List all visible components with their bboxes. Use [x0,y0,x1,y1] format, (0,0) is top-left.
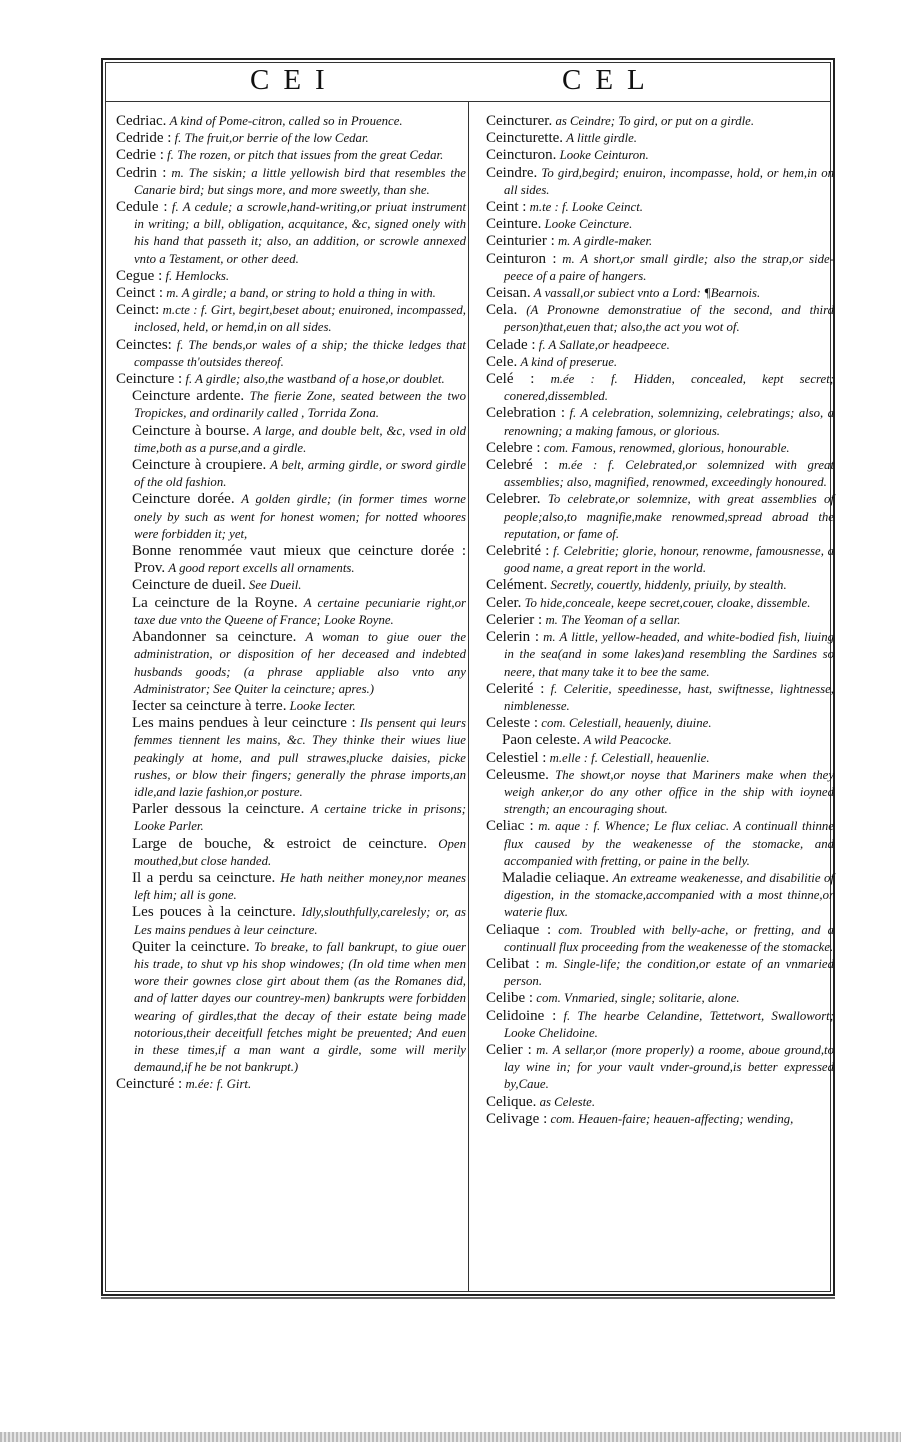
entry-headword: Celeste : [486,715,539,732]
entry-definition: com. Celestiall, heauenly, diuine. [541,716,712,731]
entry-definition: f. A girdle; also,the wastband of a hose,or doublet. [185,372,445,387]
dictionary-entry [116,285,466,302]
dictionary-entry [486,922,834,956]
entry-headword: Maladie celiaque. [502,869,609,886]
entry-headword: Celebre : [486,439,541,456]
dictionary-entry [116,870,466,904]
dictionary-entry [116,595,466,629]
entry-headword: Ceinturier : [486,233,555,250]
dictionary-entry [116,457,466,491]
entry-headword: Celivage : [486,1110,548,1127]
dictionary-entry [486,233,834,250]
dictionary-entry [486,199,834,216]
entry-definition: as Celeste. [539,1094,596,1109]
entry-definition: Looke Ceinturon. [559,148,649,163]
entry-definition: The showt,or noyse that Mariners make when they weigh anker,or do any other office in the ship with ioyned strength; an encouraging shout. [504,767,834,817]
dictionary-entry [486,405,834,439]
entry-definition: A vassall,or subiect vnto a Lord: ¶Bearnois. [533,286,761,301]
entry-definition: f. A Sallate,or headpeece. [538,337,670,352]
entry-definition: m. The Yeoman of a sellar. [545,612,681,627]
entry-definition: A certaine pecuniarie right,or taxe due vnto the Queene of France; Looke Royne. [134,595,466,627]
entry-headword: Celerité : [486,680,545,697]
dictionary-entry [486,165,834,199]
entry-headword: Paon celeste. [502,732,581,749]
dictionary-entry [116,836,466,870]
entry-definition: com. Famous, renowmed, glorious, honourable. [543,440,790,455]
dictionary-entry [486,371,834,405]
entry-definition: m. aque : f. Whence; Le flux celiac. A continuall thinne flux caused by the weakenesse of the stomacke, and accompanied with fretting, or paine in the belly. [504,819,834,868]
dictionary-entry [486,629,834,681]
dictionary-entry [486,681,834,715]
entry-headword: Celique. [486,1093,537,1110]
entry-definition: A certaine tricke in prisons; Looke Parler. [134,802,466,834]
entry-definition: f. The fruit,or berrie of the low Cedar. [174,131,369,146]
entry-headword: Ceisan. [486,285,531,302]
entry-definition: as Ceindre; To gird, or put on a girdle. [555,114,755,128]
entry-definition: A good report excells all ornaments. [168,561,355,576]
entry-definition: m.ée : f. Celebrated,or solemnized with great assemblies; also, magnified, renowmed, exceedingly honoured. [504,458,835,490]
entry-definition: To gird,begird; enuiron, incompasse, hold, or hem,in on all sides. [504,165,834,197]
dictionary-entry [486,543,834,577]
entry-headword: Large de bouche, & estroict de ceincture. [132,835,428,852]
entry-definition: m.cte : f. Girt, begirt,beset about; enuironed, incompassed, inclosed, held, or hemd,in on all sides. [134,303,466,335]
entry-headword: Celidoine : [486,1007,557,1024]
dictionary-entry [486,956,834,990]
entry-definition: f. A celebration, solemnizing, celebratings; also, a renowning; a making famous, or glorious. [504,406,834,438]
dictionary-entry [486,767,834,819]
entry-headword: Celier : [486,1041,532,1058]
dictionary-entry [116,543,466,577]
entry-headword: La ceincture de la Royne. [132,594,298,611]
entry-definition: m. A little, yellow-headed, and white-bodied fish, liuing in the sea(and in some lakes)and resembling the Sardines so neere, that many take it to bee the same. [504,630,834,679]
entry-definition: com. Vnmaried, single; solitarie, alone. [536,991,740,1006]
left-column [116,113,466,1094]
dictionary-entry [486,732,834,749]
dictionary-entry [116,165,466,199]
entry-headword: Bonne renommée vaut mieux que ceincture dorée : Prov. [132,543,466,577]
dictionary-entry [116,698,466,715]
entry-headword: Celiaque : [486,921,552,938]
entry-headword: Ceincturé : [116,1076,183,1093]
dictionary-entry [116,147,466,164]
dictionary-entry [486,113,834,130]
entry-definition: To breake, to fall bankrupt, to giue ouer his trade, to shut vp his shop windowes; (In old time when men wore their gownes close girt about them (as the Romanes did, and of latter dayes our countrey-men) bankrupts were forbidden wearing of girdles,that the decay of their estate being made notorious,their deceitfull fetches might be preuented; And euen in these times,if a man want a girdle, some will merily demaund,if he be not bankrupt.) [134,939,466,1075]
entry-definition: f. Celebritie; glorie, honour, renowme, famousnesse, a good name, a great report in the world. [504,544,834,576]
dictionary-entry [486,715,834,732]
entry-headword: Ceint : [486,199,527,216]
entry-definition: A woman to giue ouer the administration, or disposition of her deceased and indebted husbands goods; (a phrase appliable also vnto any Administrator; See Quiter la ceincture; apres.) [134,630,467,696]
entry-headword: Parler dessous la ceincture. [132,801,305,818]
entry-headword: Celibat : [486,955,540,972]
dictionary-entry [116,577,466,594]
entry-definition: To celebrate,or solemnize, with great assemblies of people;also,to magnifie,make renowmed,spread abroad the reputation, or fame of. [504,492,835,541]
entry-headword: Ceindre. [486,164,538,181]
entry-definition: m.ée: f. Girt. [185,1077,252,1092]
dictionary-entry [486,354,834,371]
entry-headword: Ceinturon : [486,250,557,267]
entry-headword: Ceincturette. [486,130,564,147]
entry-definition: m. The siskin; a little yellowish bird that resembles the Canarie bird; but sings more, and more sweetly, than she. [134,165,466,197]
entry-headword: Cedrie : [116,147,164,164]
entry-definition: f. A cedule; a scrowle,hand-writing,or priuat instrument in writing; a bill, obligation, acquitance, &c, signed onely with his hand that passeth it; also, an addition, or scrowle annexed vnto a Testament, or other deed. [134,200,467,266]
entry-definition: f. The bends,or wales of a ship; the thicke ledges that compasse th'outsides thereof. [134,337,466,369]
entry-headword: Les mains pendues à leur ceincture : [132,715,356,732]
entry-definition: f. The rozen, or pitch that issues from the great Cedar. [167,148,444,163]
entry-definition: A wild Peacocke. [583,733,672,748]
dictionary-entry [486,595,834,612]
dictionary-entry [116,113,466,130]
dictionary-entry [486,491,834,543]
dictionary-entry [486,1111,834,1128]
entry-headword: Celiac : [486,818,534,835]
dictionary-entry [486,990,834,1007]
dictionary-entry [486,1008,834,1042]
entry-headword: Ceincturer. [486,113,553,129]
dictionary-entry [486,337,834,354]
entry-headword: Celibe : [486,990,534,1007]
entry-definition: m.ée : f. Hidden, concealed, kept secret; conered,dissembled. [504,372,835,404]
entry-headword: Cegue : [116,267,163,284]
entry-definition: Ils pensent qui leurs femmes tiennent les mains, &c. They thinke their wiues liue peakingly at home, and pull strawes,plucke daisies, picke rushes, or blow their fingers; generally the phrase imports,an idle,and lazie fashion,or posture. [134,716,467,799]
entry-definition: Secretly, couertly, hiddenly, priuily, by stealth. [550,578,787,593]
dictionary-entry [486,251,834,285]
dictionary-entry [116,423,466,457]
entry-definition: m. A girdle-maker. [557,234,653,249]
dictionary-entry [486,1042,834,1094]
dictionary-entry [486,216,834,233]
entry-headword: Quiter la ceincture. [132,938,250,955]
entry-headword: Ceincturon. [486,147,557,164]
dictionary-entry [116,268,466,285]
entry-headword: Ceincture dorée. [132,491,235,508]
entry-headword: Ceinct: [116,302,160,319]
entry-definition: A little girdle. [566,131,637,146]
entry-headword: Ceincture à bourse. [132,422,250,439]
dictionary-entry [116,904,466,938]
dictionary-entry [116,302,466,336]
entry-definition: An extreame weakenesse, and disabilitie of digestion, in the stomacke,accompanied with a most thinne,or waterie flux. [504,870,834,920]
dictionary-entry [116,939,466,1077]
entry-headword: Celer. [486,594,522,611]
entry-headword: Iecter sa ceincture à terre. [132,697,287,714]
dictionary-entry [486,285,834,302]
entry-definition: m. Single-life; the condition,or estate of an vnmaried person. [504,956,834,989]
dictionary-entry [116,199,466,268]
dictionary-entry [486,870,834,922]
entry-headword: Celeusme. [486,766,549,783]
dictionary-entry [486,818,834,870]
entry-headword: Celément. [486,577,548,594]
entry-definition: A golden girdle; (in former times worne onely by such as went for honest women; for notted whoores were forbidden it; yet, [134,492,466,541]
entry-definition: m.elle : f. Celestiall, heauenlie. [549,750,710,765]
running-head-right: CEL [562,64,659,96]
entry-headword: Cedriac. [116,113,167,129]
entry-headword: Ceinture. [486,216,542,233]
dictionary-entry [486,612,834,629]
entry-headword: Cedrin : [116,164,167,181]
entry-headword: Cedule : [116,199,168,216]
dictionary-entry [486,750,834,767]
dictionary-entry [486,302,834,336]
entry-definition: f. Celeritie, speedinesse, hast, swiftnesse, lightnesse, nimblenesse. [504,681,834,713]
entry-headword: Celebrité : [486,543,550,560]
entry-headword: Ceinct : [116,285,164,302]
entry-definition: The fierie Zone, seated between the two Tropickes, and ordinarily called , Torrida Zona. [134,389,466,421]
entry-definition: A kind of preserue. [520,354,618,369]
entry-headword: Ceincture de dueil. [132,577,246,594]
entry-headword: Celebré : [486,457,548,474]
entry-definition: com. Heauen-faire; heauen-affecting; wending, [550,1111,794,1126]
dictionary-entry [116,715,466,801]
entry-headword: Celerin : [486,629,540,646]
entry-headword: Celebration : [486,405,566,422]
entry-definition: A kind of Pome-citron, called so in Prouence. [169,114,403,128]
entry-headword: Ceincture : [116,371,183,388]
dictionary-entry [486,457,834,491]
entry-headword: Cele. [486,353,518,370]
entry-definition: m. A short,or small girdle; also the strap,or side-peece of a paire of hangers. [504,251,834,283]
dictionary-entry [116,491,466,543]
entry-headword: Ceincture à croupiere. [132,457,267,474]
entry-definition: f. The hearbe Celandine, Tettetwort, Swallowort; Looke Chelidoine. [504,1008,834,1040]
entry-headword: Abandonner sa ceincture. [132,629,297,646]
dictionary-entry [116,1076,466,1093]
dictionary-entry [116,130,466,147]
entry-definition: A large, and double belt, &c, vsed in old time,both as a purse,and a girdle. [134,423,466,455]
entry-headword: Celé : [486,371,535,388]
entry-headword: Celerier : [486,611,543,628]
dictionary-entry [116,337,466,371]
entry-definition: Open mouthed,but close handed. [134,836,466,868]
dictionary-entry [486,130,834,147]
dictionary-entry [486,440,834,457]
entry-definition: m.te : f. Looke Ceinct. [529,200,643,215]
entry-definition: A belt, arming girdle, or sword girdle of the old fashion. [134,458,466,490]
entry-headword: Les pouces à la ceincture. [132,904,296,921]
scan-edge-band [0,1432,901,1442]
entry-headword: Il a perdu sa ceincture. [132,869,276,886]
dictionary-entry [486,147,834,164]
entry-definition: (A Pronowne demonstratiue of the second, and third person)that,euen that; also,the act you wot of. [504,303,834,335]
entry-definition: m. A sellar,or (more properly) a roome, aboue ground,to lay wine in; for your vault vnder-ground,is better expressed by,Caue. [504,1042,835,1092]
running-head-left: CEI [250,64,339,96]
entry-definition: See Dueil. [248,578,302,593]
dictionary-entry [116,388,466,422]
dictionary-entry [486,1094,834,1111]
entry-headword: Celebrer. [486,491,541,508]
entry-definition: Looke Ceincture. [544,217,633,232]
dictionary-entry [116,371,466,388]
dictionary-entry [116,801,466,835]
entry-definition: f. Hemlocks. [165,268,230,283]
entry-headword: Ceinctes: [116,336,172,353]
entry-definition: Looke Iecter. [289,698,356,713]
dictionary-entry [116,629,466,698]
entry-definition: m. A girdle; a band, or string to hold a thing in with. [166,286,436,301]
entry-definition: He hath neither money,nor meanes left him; all is gone. [134,870,467,903]
column-divider [468,101,469,1292]
entry-headword: Celestiel : [486,749,547,766]
entry-definition: To hide,conceale, keepe secret,couer, cloake, dissemble. [524,595,811,610]
entry-headword: Cedride : [116,130,172,147]
entry-definition: Idly,slouthfully,carelesly; or, as Les mains pendues à leur ceincture. [134,905,466,937]
entry-headword: Cela. [486,302,518,319]
entry-headword: Ceincture ardente. [132,388,245,405]
bottom-rule [101,1297,835,1299]
entry-definition: com. Troubled with belly-ache, or fretting, and a continuall flux proceeding from the weakenesse of the stomacke. [504,922,834,954]
entry-headword: Celade : [486,336,536,353]
dictionary-entry [486,577,834,594]
right-column [486,113,834,1128]
